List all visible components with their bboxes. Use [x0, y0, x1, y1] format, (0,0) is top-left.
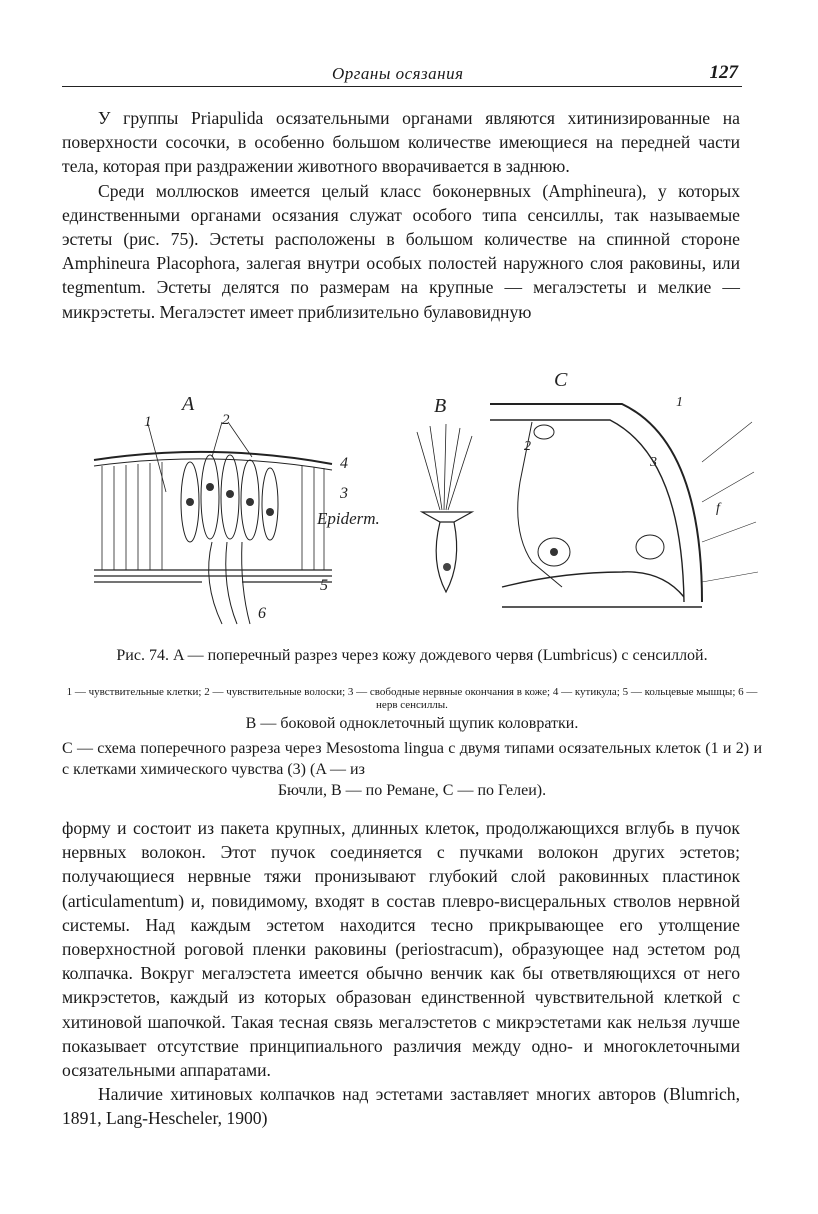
label-c2: 2	[524, 439, 531, 454]
panel-c-label: C	[554, 369, 568, 391]
figure-legend: 1 — чувствительные клетки; 2 — чувствительные волоски; 3 — свободные нервные окончания в коже; 4 — кутикула; 5 — кольцевые мышцы; 6 — нерв сенсиллы.	[66, 686, 758, 711]
label-4: 4	[340, 455, 348, 472]
section-title: Органы осязания	[332, 64, 464, 83]
label-2: 2	[222, 412, 230, 428]
panel-a-label: A	[182, 393, 195, 415]
paragraph: У группы Priapulida осязательными органами являются хитинизированные на поверхности сосочки, в особенно большом количестве имеющиеся на передней части тела, которая при раздражении животного вворачивается в заднюю.	[62, 108, 740, 177]
label-5: 5	[320, 577, 328, 594]
page-number: 127	[709, 62, 738, 83]
text-block-bottom	[62, 816, 740, 1131]
running-header	[62, 62, 742, 87]
label-cf: f	[716, 501, 720, 516]
label-1: 1	[144, 414, 152, 430]
label-c1: 1	[676, 395, 683, 410]
text-block-top	[62, 106, 740, 324]
label-3: 3	[340, 485, 348, 502]
panel-a-drawing	[94, 393, 380, 624]
label-6: 6	[258, 605, 266, 622]
label-c3: 3	[650, 455, 657, 470]
figure-caption: Рис. 74. A — поперечный разрез через кожу дождевого червя (Lumbricus) с сенсиллой.	[116, 647, 708, 664]
figure-74	[62, 362, 762, 642]
epiderm-label: Epiderm.	[317, 509, 380, 528]
caption-c	[62, 738, 762, 801]
caption-c-text: C — схема поперечного разреза через Mesostoma lingua с двумя типами осязательных клеток (1 и 2) и с клетками химического чувства (3) (A — из	[62, 740, 762, 778]
panel-b-label: B	[434, 395, 447, 417]
panel-b-drawing	[417, 395, 472, 592]
caption-b: B — боковой одноклеточный щупик коловратки.	[245, 715, 579, 732]
paragraph: форму и состоит из пакета крупных, длинных клеток, продолжающихся вглубь в пучок нервных волокон. Этот пучок соединяется с пучками волокон других эстетов; получающиеся нервные тяжи пронизывают глубокий слой раковинных пластинок (articulamentum) и, повидимому, входят в состав плевро-висцеральных стволов нервной системы. Над каждым эстетом находится тесно прикрывающее его утолщение поверхностной роговой пленки раковины (periostracum), образующее над эстетом род колпачка. Вокруг мегалэстета имеется обычно венчик как бы ответвляющихся от него микрэстетов, каждый из которых образован единственной чувствительной клеткой с хитиновой шапочкой. Такая тесная связь мегалэстетов с микрэстетами как нельзя лучше показывает отсутствие принципиального различия между одно- и многоклеточными осязательными аппаратами.	[62, 818, 740, 1081]
caption-c-sources: Бючли, B — по Ремане, C — по Гелеи).	[277, 782, 547, 799]
paragraph: Наличие хитиновых колпачков над эстетами заставляет многих авторов (Blumrich, 1891, Lang-Hescheler, 1900)	[62, 1084, 740, 1129]
paragraph: Среди моллюсков имеется целый класс боконервных (Amphineura), у которых единственными органами осязания служат особого типа сенсиллы, так называемые эстеты (рис. 75). Эстеты расположены в большом количестве на спинной стороне Amphineura Placophora, залегая внутри особых полостей наружного слоя раковины, или tegmentum. Эстеты делятся по размерам на крупные — мегалэстеты и мелкие — микрэстеты. Мегалэстет имеет приблизительно булавовидную	[62, 180, 740, 322]
panel-c-drawing	[490, 369, 758, 607]
